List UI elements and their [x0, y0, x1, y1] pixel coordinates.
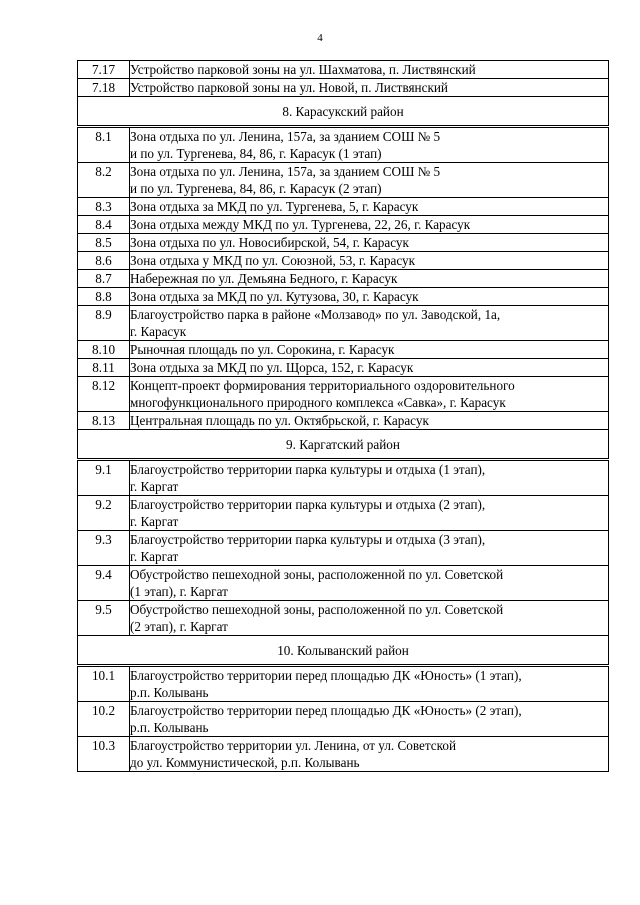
table-row	[78, 566, 609, 601]
item-description	[130, 412, 609, 430]
table-row	[78, 531, 609, 566]
description-line: г. Каргат	[130, 479, 179, 494]
item-description	[130, 306, 609, 341]
description-line: Благоустройство территории ул. Ленина, от ул. Советской	[130, 738, 457, 753]
item-description	[130, 377, 609, 412]
description-line: Зона отдыха у МКД по ул. Союзной, 53, г. Карасук	[130, 253, 416, 268]
item-number: 10.3	[78, 737, 130, 772]
item-number: 8.8	[78, 288, 130, 306]
description-line: Зона отдыха по ул. Ленина, 157а, за зданием СОШ № 5	[130, 164, 441, 179]
description-line: и по ул. Тургенева, 84, 86, г. Карасук (1 этап)	[130, 146, 382, 161]
item-description	[130, 702, 609, 737]
section-header-row	[78, 97, 609, 127]
description-line: (1 этап), г. Каргат	[130, 584, 228, 599]
description-line: г. Каргат	[130, 549, 179, 564]
item-description	[130, 531, 609, 566]
description-line: г. Каргат	[130, 514, 179, 529]
description-line: Благоустройство территории парка культуры и отдыха (3 этап),	[130, 532, 486, 547]
item-description	[130, 460, 609, 496]
description-line: Благоустройство территории парка культуры и отдыха (1 этап),	[130, 462, 486, 477]
section-title: 8. Карасукский район	[78, 97, 609, 127]
section-title: 10. Колыванский район	[78, 636, 609, 666]
description-line: Зона отдыха за МКД по ул. Тургенева, 5, г. Карасук	[130, 199, 419, 214]
item-number: 7.17	[78, 61, 130, 79]
item-description	[130, 127, 609, 163]
table-row	[78, 216, 609, 234]
item-number: 8.7	[78, 270, 130, 288]
item-number: 8.4	[78, 216, 130, 234]
table-row	[78, 127, 609, 163]
item-description	[130, 198, 609, 216]
description-line: до ул. Коммунистической, р.п. Колывань	[130, 755, 360, 770]
item-number: 8.9	[78, 306, 130, 341]
description-line: Обустройство пешеходной зоны, расположенной по ул. Советской	[130, 602, 504, 617]
description-line: Благоустройство территории перед площадью ДК «Юность» (2 этап),	[130, 703, 522, 718]
description-line: Зона отдыха по ул. Ленина, 157а, за зданием СОШ № 5	[130, 129, 441, 144]
description-line: Зона отдыха по ул. Новосибирской, 54, г. Карасук	[130, 235, 409, 250]
projects-table	[77, 60, 609, 772]
section-title: 9. Каргатский район	[78, 430, 609, 460]
item-number: 7.18	[78, 79, 130, 97]
table-row	[78, 79, 609, 97]
item-number: 9.2	[78, 496, 130, 531]
table-row	[78, 306, 609, 341]
table-body	[78, 61, 609, 772]
item-description	[130, 737, 609, 772]
item-description	[130, 252, 609, 270]
description-line: Благоустройство территории перед площадью ДК «Юность» (1 этап),	[130, 668, 522, 683]
item-description	[130, 666, 609, 702]
description-line: Зона отдыха за МКД по ул. Щорса, 152, г. Карасук	[130, 360, 414, 375]
item-description	[130, 79, 609, 97]
description-line: р.п. Колывань	[130, 720, 209, 735]
item-description	[130, 61, 609, 79]
table-row	[78, 666, 609, 702]
table-row	[78, 702, 609, 737]
table-row	[78, 288, 609, 306]
table-row	[78, 737, 609, 772]
table-row	[78, 252, 609, 270]
section-header-row	[78, 636, 609, 666]
item-number: 8.5	[78, 234, 130, 252]
item-number: 9.4	[78, 566, 130, 601]
item-number: 9.5	[78, 601, 130, 636]
table-row	[78, 601, 609, 636]
description-line: Благоустройство территории парка культуры и отдыха (2 этап),	[130, 497, 486, 512]
description-line: и по ул. Тургенева, 84, 86, г. Карасук (2 этап)	[130, 181, 382, 196]
description-line: Устройство парковой зоны на ул. Новой, п. Листвянский	[130, 80, 448, 95]
table-row	[78, 377, 609, 412]
item-number: 8.1	[78, 127, 130, 163]
table-row	[78, 359, 609, 377]
item-description	[130, 216, 609, 234]
table-row	[78, 163, 609, 198]
item-number: 8.11	[78, 359, 130, 377]
description-line: Зона отдыха между МКД по ул. Тургенева, 22, 26, г. Карасук	[130, 217, 471, 232]
item-description	[130, 163, 609, 198]
table-row	[78, 61, 609, 79]
table-row	[78, 460, 609, 496]
description-line: Обустройство пешеходной зоны, расположенной по ул. Советской	[130, 567, 504, 582]
description-line: Концепт-проект формирования территориального оздоровительного	[130, 378, 515, 393]
item-number: 8.12	[78, 377, 130, 412]
description-line: Устройство парковой зоны на ул. Шахматова, п. Листвянский	[130, 62, 476, 77]
item-number: 10.2	[78, 702, 130, 737]
item-description	[130, 341, 609, 359]
item-number: 8.6	[78, 252, 130, 270]
item-description	[130, 234, 609, 252]
description-line: р.п. Колывань	[130, 685, 209, 700]
item-description	[130, 359, 609, 377]
item-number: 8.2	[78, 163, 130, 198]
item-description	[130, 270, 609, 288]
item-number: 8.13	[78, 412, 130, 430]
item-description	[130, 496, 609, 531]
table-row	[78, 270, 609, 288]
table-row	[78, 496, 609, 531]
item-number: 10.1	[78, 666, 130, 702]
table-row	[78, 234, 609, 252]
item-description	[130, 601, 609, 636]
item-description	[130, 288, 609, 306]
item-number: 8.10	[78, 341, 130, 359]
description-line: Благоустройство парка в районе «Молзавод» по ул. Заводской, 1а,	[130, 307, 501, 322]
table-row	[78, 412, 609, 430]
table-row	[78, 198, 609, 216]
section-header-row	[78, 430, 609, 460]
item-number: 9.3	[78, 531, 130, 566]
description-line: (2 этап), г. Каргат	[130, 619, 228, 634]
description-line: Рыночная площадь по ул. Сорокина, г. Карасук	[130, 342, 395, 357]
description-line: Центральная площадь по ул. Октябрьской, г. Карасук	[130, 413, 429, 428]
description-line: г. Карасук	[130, 324, 187, 339]
description-line: Набережная по ул. Демьяна Бедного, г. Карасук	[130, 271, 398, 286]
item-number: 8.3	[78, 198, 130, 216]
description-line: Зона отдыха за МКД по ул. Кутузова, 30, г. Карасук	[130, 289, 419, 304]
page-number: 4	[317, 32, 323, 44]
table-row	[78, 341, 609, 359]
description-line: многофункционального природного комплекса «Савка», г. Карасук	[130, 395, 506, 410]
item-number: 9.1	[78, 460, 130, 496]
item-description	[130, 566, 609, 601]
